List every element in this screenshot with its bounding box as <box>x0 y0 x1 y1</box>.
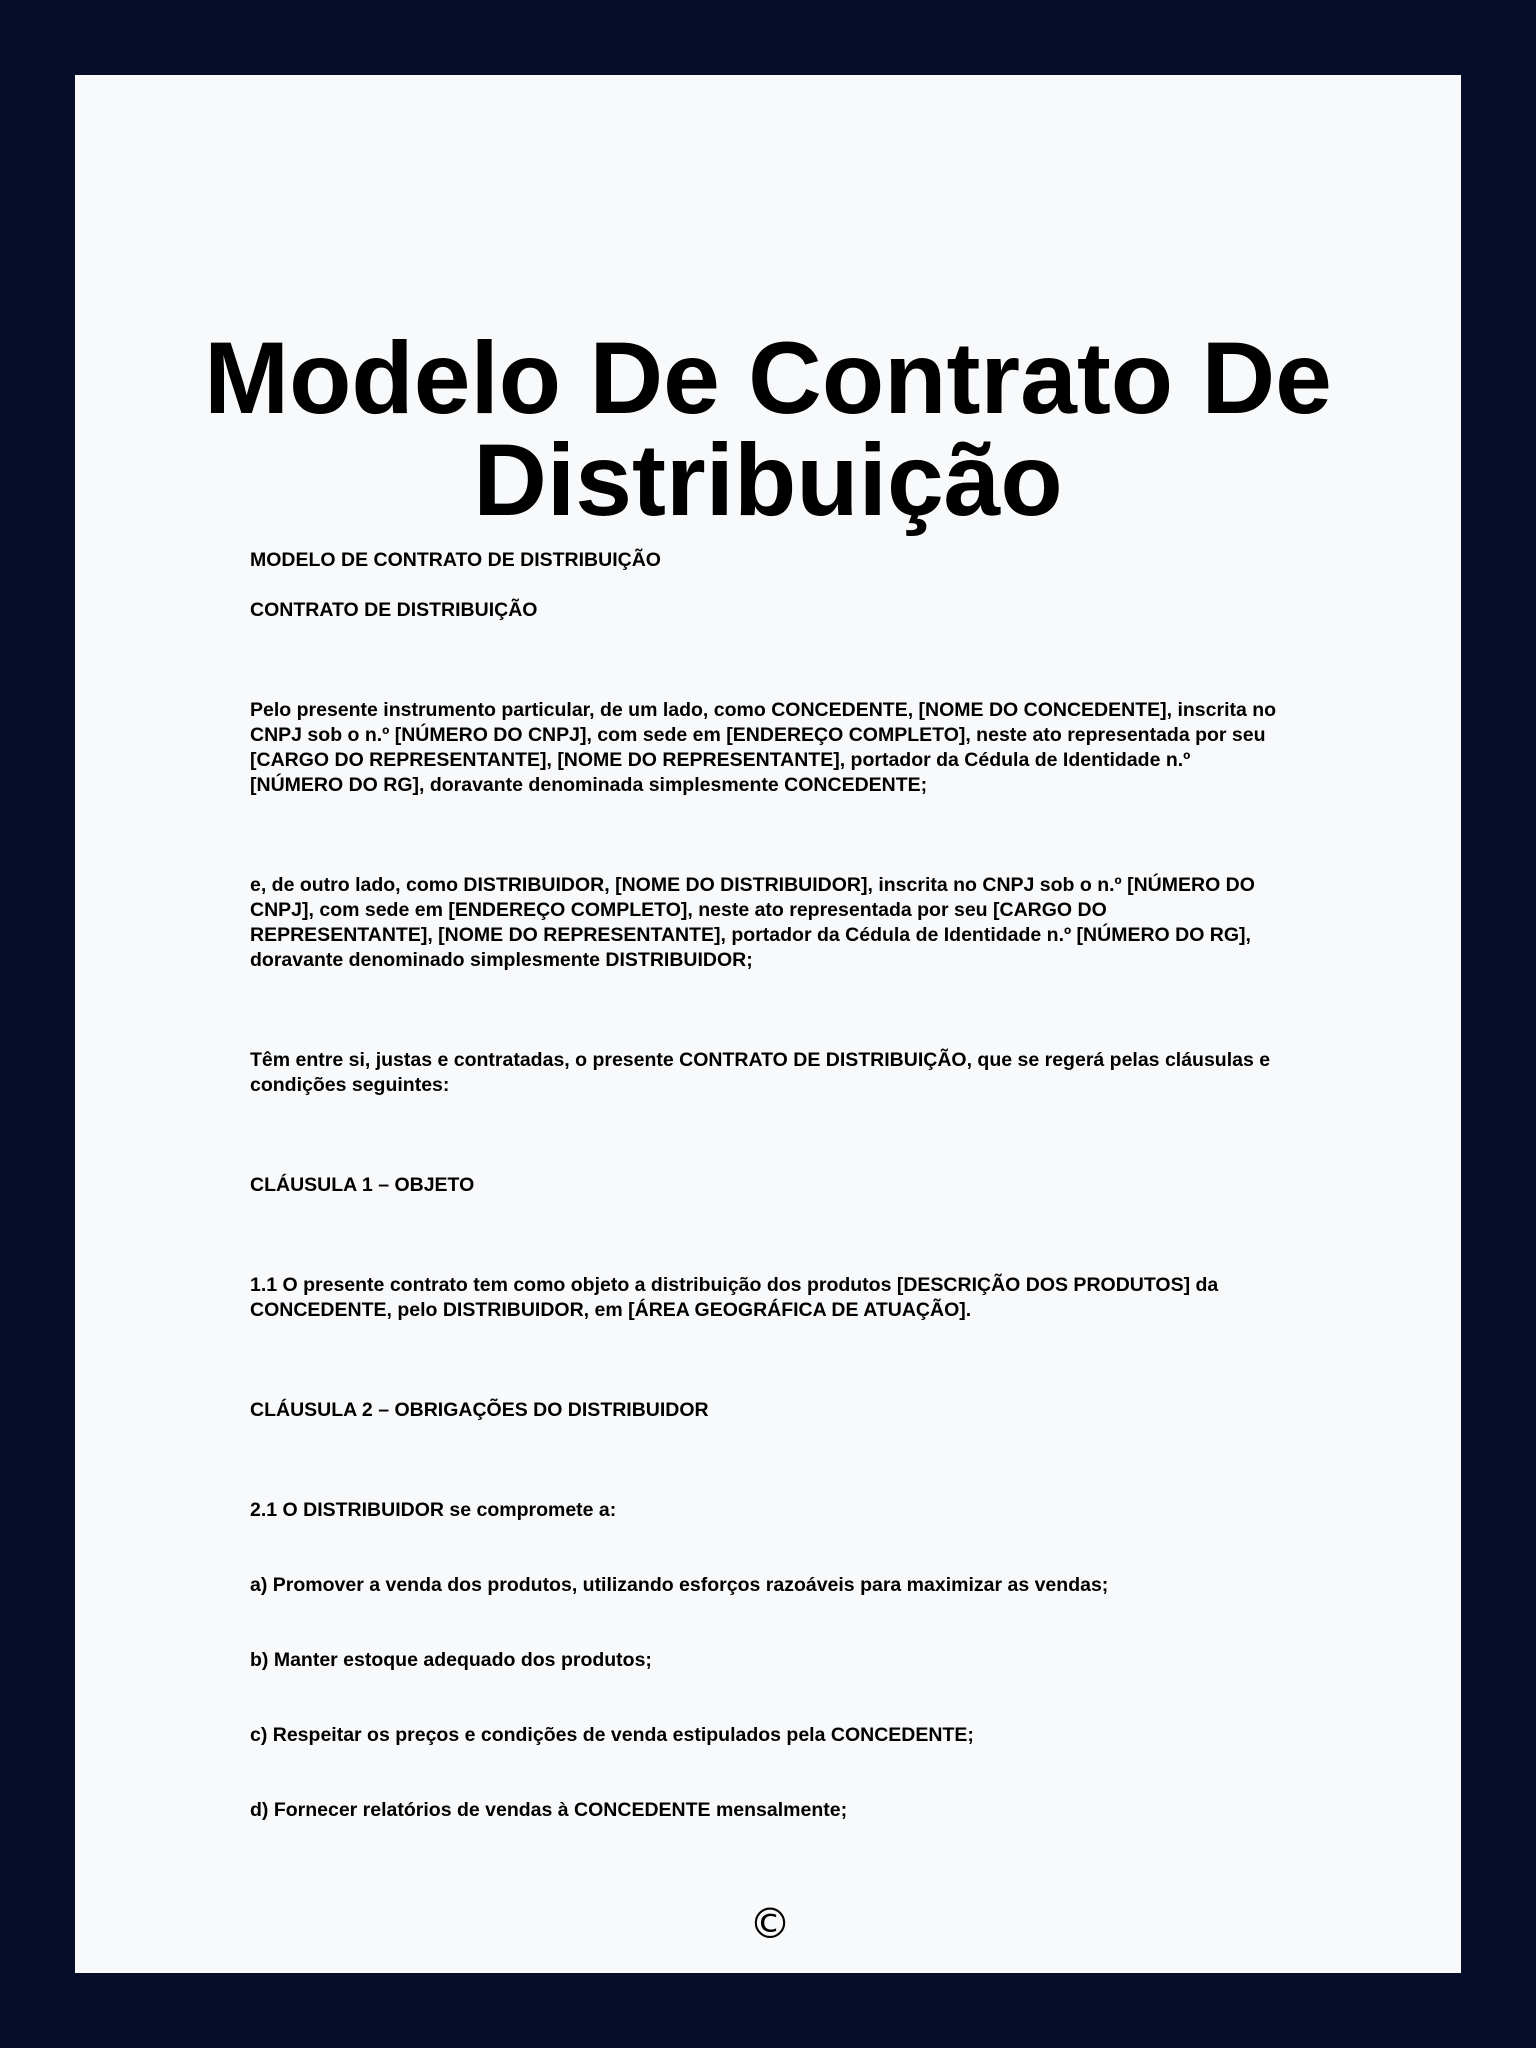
concedente-paragraph: Pelo presente instrumento particular, de um lado, como CONCEDENTE, [NOME DO CONCEDENTE], inscrita no CNPJ sob o n.º [NÚMERO DO CNPJ], com sede em [ENDEREÇO COMPLETO], neste ato representada por seu [CARGO DO REPRESENTANTE], [NOME DO REPRESENTANTE], portador da Cédula de Identidade n.º [NÚMERO DO RG], doravante denominada simplesmente CONCEDENTE; <box>250 699 1277 796</box>
clause-1-heading: CLÁUSULA 1 – OBJETO <box>250 1174 475 1196</box>
clause-2-1-paragraph: 2.1 O DISTRIBUIDOR se compromete a: <box>250 1499 617 1521</box>
clause-2-1-item-d: d) Fornecer relatórios de vendas à CONCEDENTE mensalmente; <box>250 1799 848 1821</box>
clause-2-1-item-b: b) Manter estoque adequado dos produtos; <box>250 1649 652 1671</box>
contract-heading: CONTRATO DE DISTRIBUIÇÃO <box>250 599 538 621</box>
clause-1-1-paragraph: 1.1 O presente contrato tem como objeto a distribuição dos produtos [DESCRIÇÃO DOS PRODUTOS] da CONCEDENTE, pelo DISTRIBUIDOR, em [ÁREA GEOGRÁFICA DE ATUAÇÃO]. <box>250 1274 1219 1321</box>
distribuidor-paragraph: e, de outro lado, como DISTRIBUIDOR, [NOME DO DISTRIBUIDOR], inscrita no CNPJ sob o n.º [NÚMERO DO CNPJ], com sede em [ENDEREÇO COMPLETO], neste ato representada por seu [CARGO DO REPRESENTANTE], [NOME DO REPRESENTANTE], portador da Cédula de Identidade n.º [NÚMERO DO RG], doravante denominado simplesmente DISTRIBUIDOR; <box>250 874 1255 971</box>
agreement-paragraph: Têm entre si, justas e contratadas, o presente CONTRATO DE DISTRIBUIÇÃO, que se regerá pelas cláusulas e condições seguintes: <box>250 1049 1271 1096</box>
document-page <box>75 75 1461 1973</box>
title-line-2: Distribuição <box>473 423 1063 537</box>
document-title <box>75 321 1461 537</box>
title-line-1: Modelo De Contrato De <box>204 321 1332 435</box>
clause-2-1-item-c: c) Respeitar os preços e condições de venda estipulados pela CONCEDENTE; <box>250 1724 974 1746</box>
copyright-icon: © <box>749 1899 791 1948</box>
clause-2-1-item-a: a) Promover a venda dos produtos, utilizando esforços razoáveis para maximizar as vendas; <box>250 1574 1109 1596</box>
clause-2-heading: CLÁUSULA 2 – OBRIGAÇÕES DO DISTRIBUIDOR <box>250 1399 709 1421</box>
document-heading: MODELO DE CONTRATO DE DISTRIBUIÇÃO <box>250 549 661 571</box>
